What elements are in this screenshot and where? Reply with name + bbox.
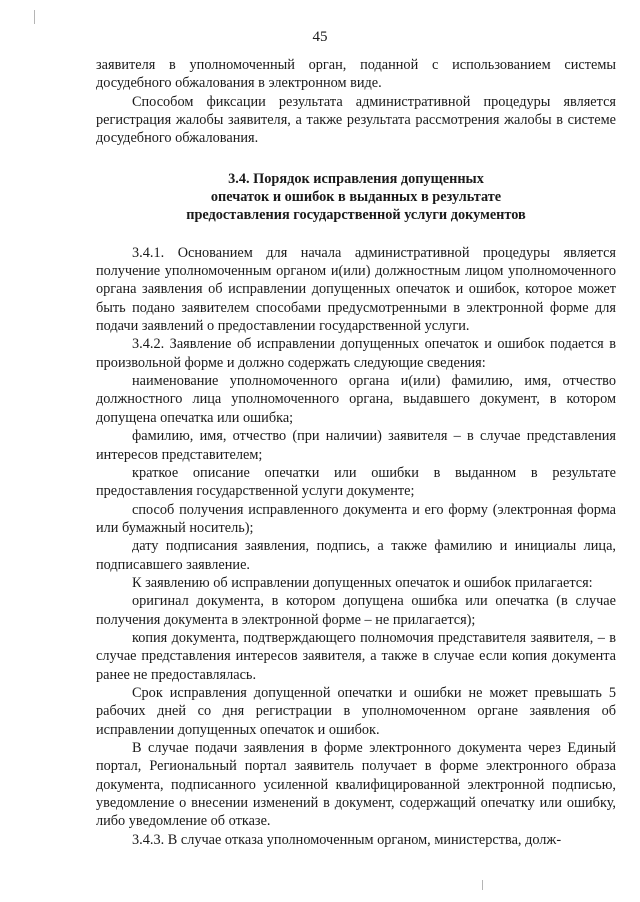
document-body xyxy=(96,56,616,849)
paragraph: оригинал документа, в котором допущена ошибка или опечатка (в случае получения документа в электронной форме – не прилагается); xyxy=(96,593,616,628)
section-heading-line: предоставления государственной услуги документов xyxy=(186,206,526,223)
paragraph: В случае подачи заявления в форме электронного документа через Единый портал, Региональный портал заявитель получает в форме электронного образа документа, подписанного усиленной квалифицированной электронной подписью, уведомление о внесении изменений в документ, содержащий опечатку или ошибку, либо уведомление об отказе. xyxy=(96,740,616,830)
paragraph: 3.4.2. Заявление об исправлении допущенных опечаток и ошибок подается в произвольной форме и должно содержать следующие сведения: xyxy=(96,336,616,371)
scan-artifact-line xyxy=(34,10,35,24)
paragraph: К заявлению об исправлении допущенных опечаток и ошибок прилагается: xyxy=(132,574,593,591)
section-heading xyxy=(96,170,616,224)
paragraph: копия документа, подтверждающего полномочия представителя заявителя, – в случае представления интересов заявителя, а также в случае если копия документа ранее не предоставлялась. xyxy=(96,629,616,683)
paragraph: наименование уполномоченного органа и(или) фамилию, имя, отчество должностного лица уполномоченного органа, выдавшего документ, в котором допущена опечатка или ошибка; xyxy=(96,373,616,426)
paragraph: способ получения исправленного документа и его форму (электронная форма или бумажный носитель); xyxy=(96,501,616,536)
section-heading-line: 3.4. Порядок исправления допущенных xyxy=(228,170,484,187)
paragraph: 3.4.3. В случае отказа уполномоченным органом, министерства, долж- xyxy=(132,831,562,848)
page-number: 45 xyxy=(312,29,328,45)
paragraph: фамилию, имя, отчество (при наличии) заявителя – в случае представления интересов представителем; xyxy=(96,428,616,463)
paragraph: дату подписания заявления, подпись, а также фамилию и инициалы лица, подписавшего заявление. xyxy=(96,538,616,573)
paragraph: Способом фиксации результата административной процедуры является регистрация жалобы заявителя, а также результата рассмотрения жалобы в системе досудебного обжалования. xyxy=(96,93,616,147)
paragraph: Срок исправления допущенной опечатки и ошибки не может превышать 5 рабочих дней со дня регистрации в уполномоченном органе заявления об исправлении допущенных опечаток и ошибок. xyxy=(96,684,616,738)
section-heading-line: опечаток и ошибок в выданных в результате xyxy=(210,188,502,205)
paragraph: заявителя в уполномоченный орган, поданной с использованием системы досудебного обжалования в электронном виде. xyxy=(96,57,616,92)
paragraph: 3.4.1. Основанием для начала административной процедуры является получение уполномоченным органом и(или) должностным лицом уполномоченного органа заявления об исправлении допущенных опечаток и ошибок, которое может быть подано заявителем способами предусмотренными в электронной форме для подачи заявлений о предоставлении государственной услуги. xyxy=(96,244,616,335)
scan-artifact-line xyxy=(482,880,483,890)
paragraph: краткое описание опечатки или ошибки в выданном в результате предоставления государственной услуги документе; xyxy=(96,464,616,500)
